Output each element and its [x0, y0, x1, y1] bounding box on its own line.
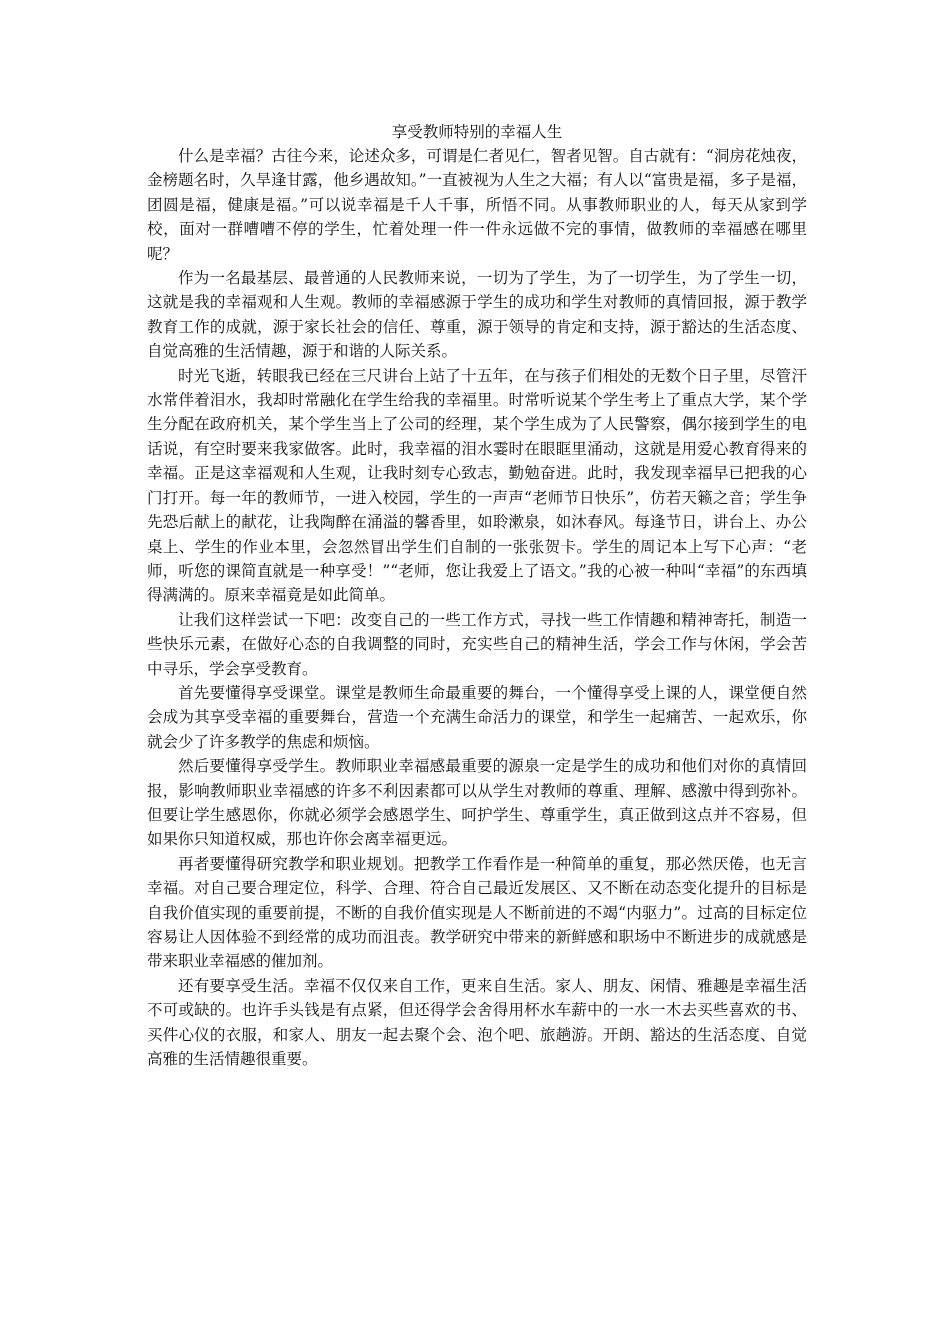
paragraph-4: 让我们这样尝试一下吧：改变自己的一些工作方式，寻找一些工作情趣和精神寄托，制造一些快乐元素，在做好心态的自我调整的同时，充实些自己的精神生活，学会工作与休闲，学会苦中寻乐，学会享受教育。 — [147, 610, 807, 678]
paragraph-5: 首先要懂得享受课堂。课堂是教师生命最重要的舞台，一个懂得享受上课的人，课堂便自然会成为其享受幸福的重要舞台，营造一个充满生命活力的课堂，和学生一起痛苦、一起欢乐，你就会少了许多教学的焦虑和烦恼。 — [147, 683, 807, 751]
paragraph-8: 还有要享受生活。幸福不仅仅来自工作，更来自生活。家人、朋友、闲情、雅趣是幸福生活不可或缺的。也许手头钱是有点紧，但还得学会舍得用杯水车薪中的一水一木去买些喜欢的书、买件心仪的衣服，和家人、朋友一起去聚个会、泡个吧、旅趟游。开朗、豁达的生活态度、自觉高雅的生活情趣很重要。 — [147, 976, 807, 1069]
paragraph-6: 然后要懂得享受学生。教师职业幸福感最重要的源泉一定是学生的成功和他们对你的真情回报，影响教师职业幸福感的许多不利因素都可以从学生对教师的尊重、理解、感激中得到弥补。但要让学生感恩你，你就必须学会感恩学生、呵护学生、尊重学生，真正做到这点并不容易，但如果你只知道权威，那也许你会离幸福更远。 — [147, 757, 807, 849]
paragraph-7: 再者要懂得研究教学和职业规划。把教学工作看作是一种简单的重复，那必然厌倦，也无言幸福。对自己要合理定位，科学、合理、符合自己最近发展区、又不断在动态变化提升的目标是自我价值实现的重要前提，不断的自我价值实现是人不断前进的不竭“内驱力”。过高的目标定位容易让人因体验不到经常的成功而沮丧。教学研究中带来的新鲜感和职场中不断进步的成就感是带来职业幸福感的催加剂。 — [147, 854, 807, 971]
paragraph-1: 什么是幸福？古往今来，论述众多，可谓是仁者见仁，智者见智。自古就有：“洞房花烛夜，金榜题名时，久旱逢甘露，他乡遇故知。”一直被视为人生之大福；有人以“富贵是福，多子是福，团圆是福，健康是福。”可以说幸福是千人千事，所悟不同。从事教师职业的人，每天从家到学校，面对一群嘈嘈不停的学生，忙着处理一件一件永远做不完的事情，做教师的幸福感在哪里呢？ — [147, 147, 807, 263]
paragraph-3: 时光飞逝，转眼我已经在三尺讲台上站了十五年，在与孩子们相处的无数个日子里，尽管汗水常伴着泪水，我却时常融化在学生给我的幸福里。时常听说某个学生考上了重点大学，某个学生分配在政府机关，某个学生当上了公司的经理，某个学生成为了人民警察，偶尔接到学生的电话说，有空时要来我家做客。此时，我幸福的泪水霎时在眼眶里涌动，这就是用爱心教育得来的幸福。正是这幸福观和人生观，让我时刻专心致志，勤勉奋进。此时，我发现幸福早已把我的心门打开。每一年的教师节，一进入校园，学生的一声声“老师节日快乐”，仿若天籁之音；学生争先恐后献上的献花，让我陶醉在涌溢的馨香里，如聆漱泉，如沐春风。每逢节日，讲台上、办公桌上、学生的作业本里，会忽然冒出学生们自制的一张张贺卡。学生的周记本上写下心声：“老师，听您的课简直就是一种享受！”“老师，您让我爱上了语文。”我的心被一种叫“幸福”的东西填得满满的。原来幸福竟是如此简单。 — [147, 366, 807, 605]
paragraph-2: 作为一名最基层、最普通的人民教师来说，一切为了学生，为了一切学生，为了学生一切，这就是我的幸福观和人生观。教师的幸福感源于学生的成功和学生对教师的真情回报，源于教学教育工作的成就，源于家长社会的信任、尊重，源于领导的肯定和支持，源于豁达的生活态度、自觉高雅的生活情趣，源于和谐的人际关系。 — [147, 269, 807, 361]
document-title: 享受教师特别的幸福人生 — [391, 123, 563, 141]
document-body — [147, 120, 807, 1071]
